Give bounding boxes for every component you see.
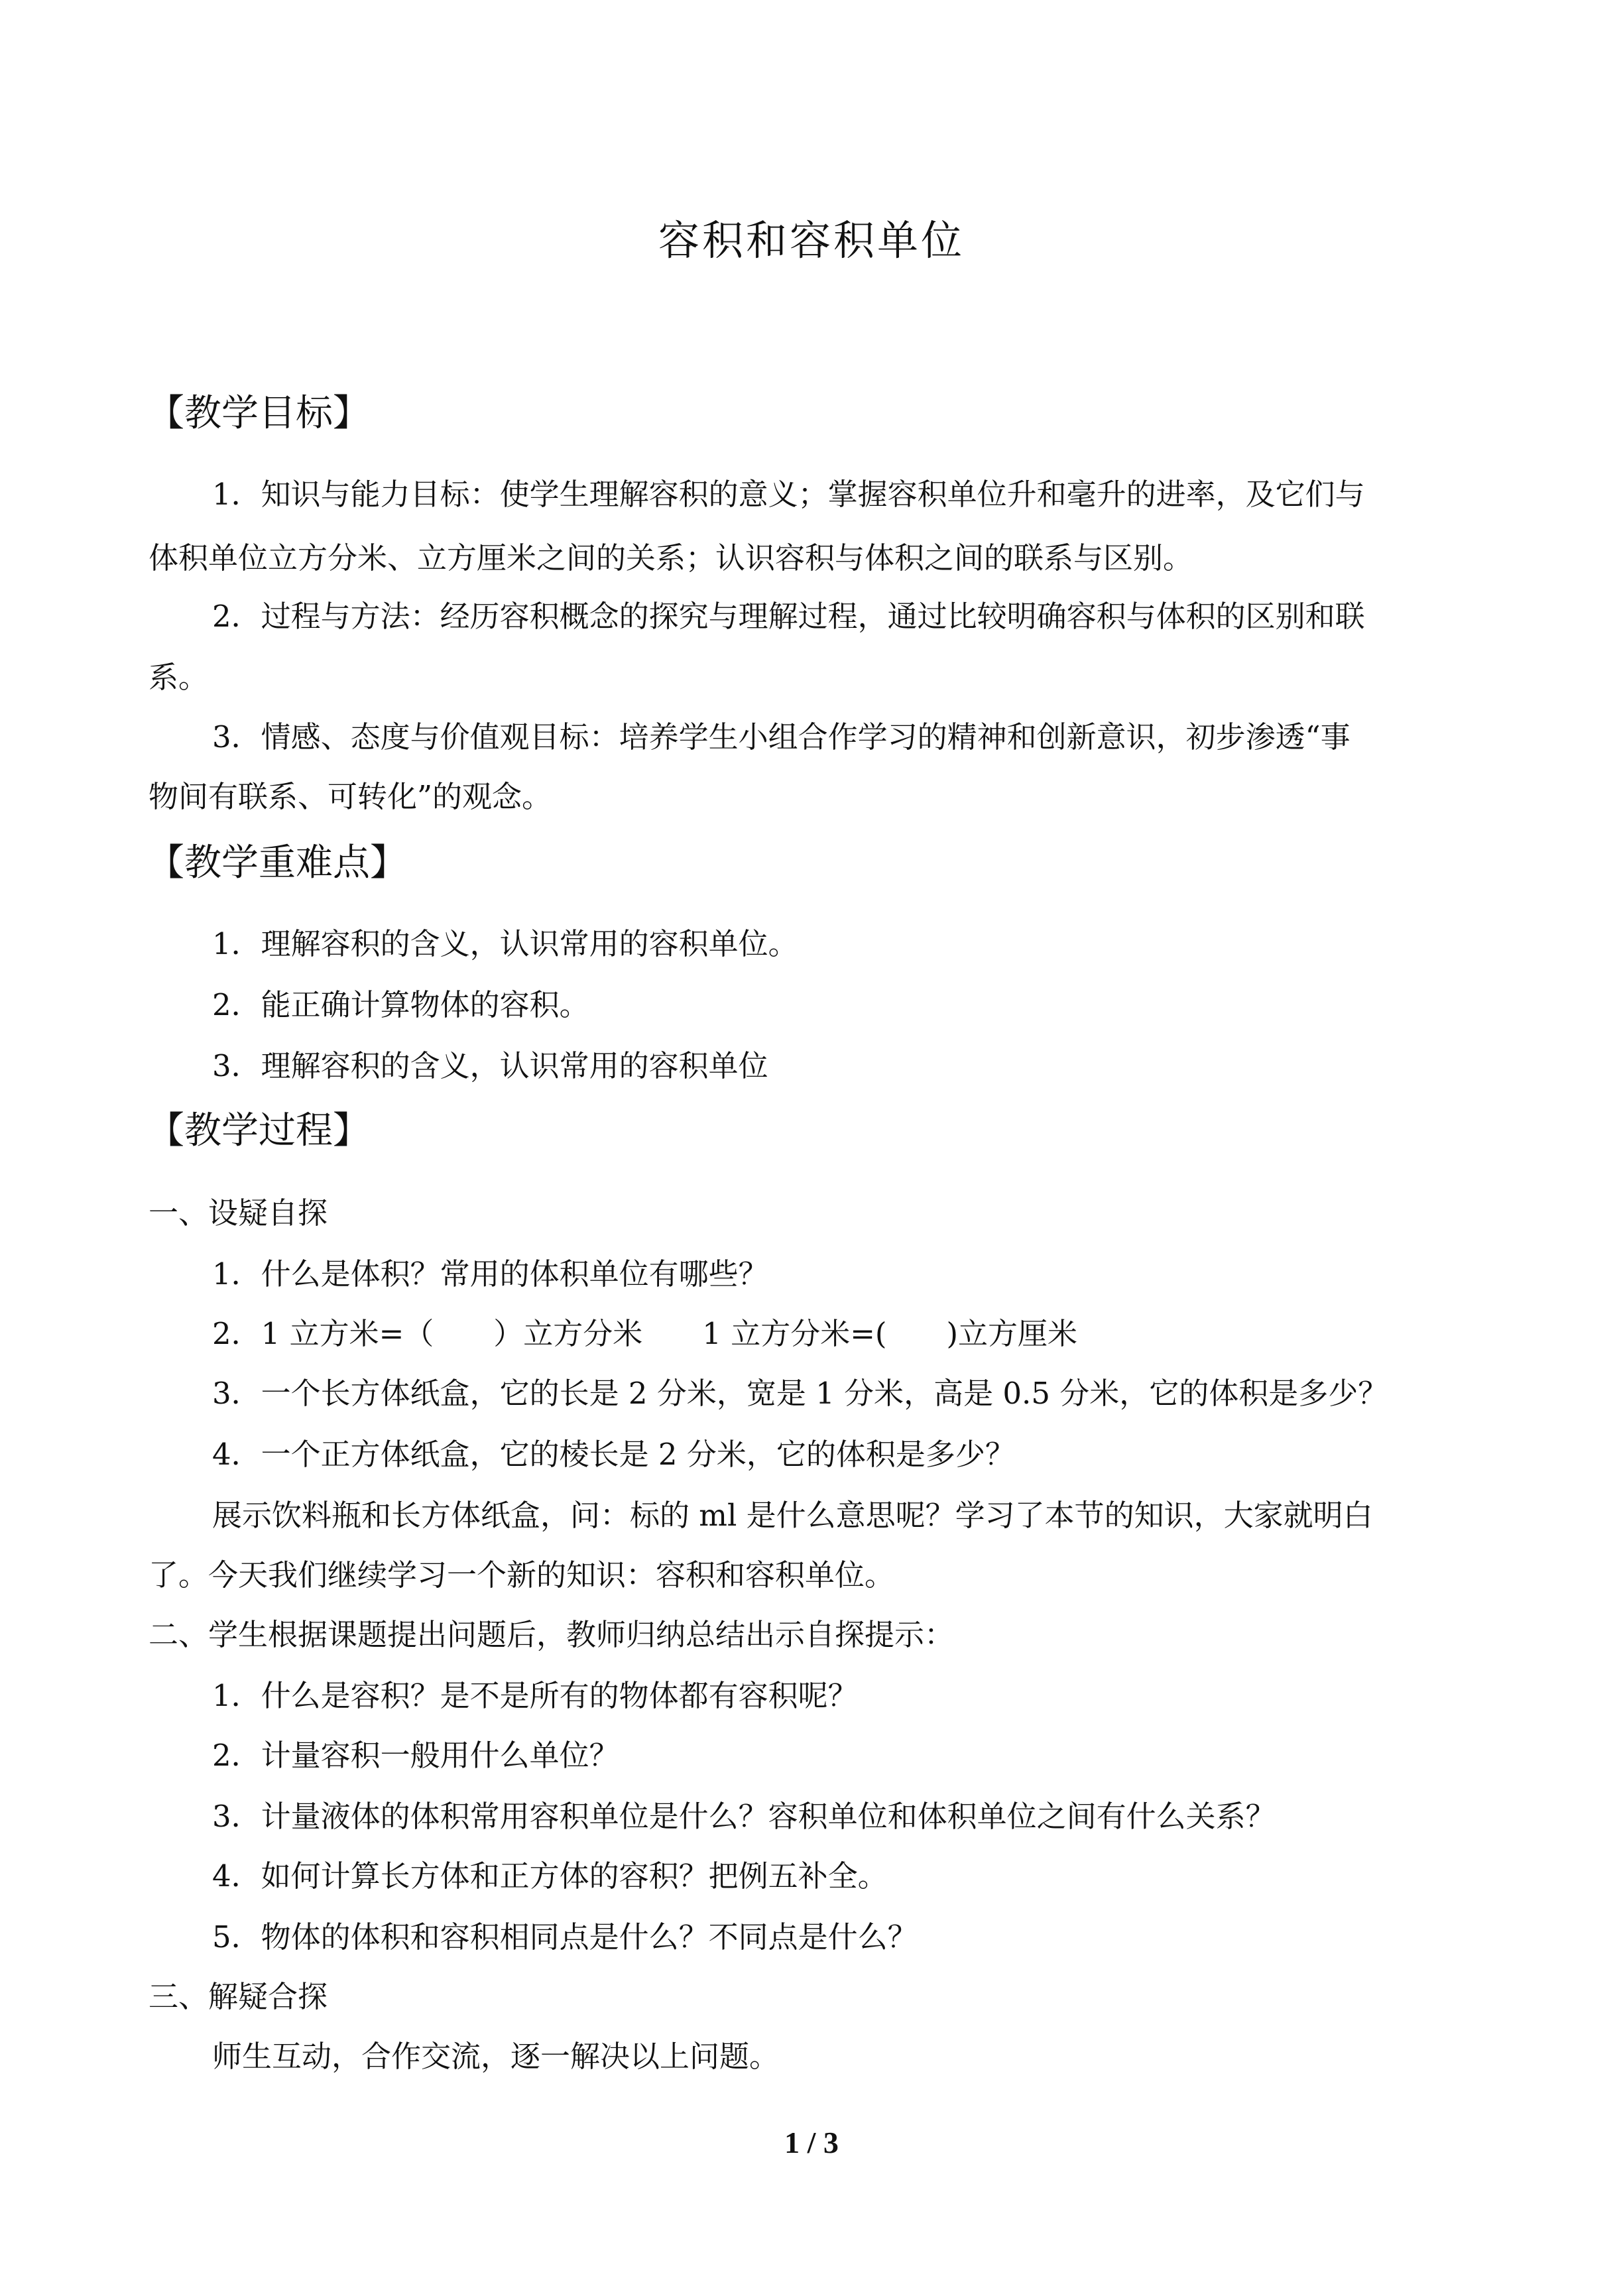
part1-question-2: 2．1 立方米=（ ）立方分米 1 立方分米=( )立方厘米 <box>212 1316 1078 1351</box>
objective-1-line-1: 1．知识与能力目标：使学生理解容积的意义；掌握容积单位升和毫升的进率，及它们与 <box>212 477 1365 512</box>
objective-2-line-1: 2．过程与方法：经历容积概念的探究与理解过程，通过比较明确容积与体积的区别和联 <box>212 599 1365 634</box>
part1-question-3: 3．一个长方体纸盒，它的长是 2 分米，宽是 1 分米，高是 0.5 分米，它的体积是多少？ <box>212 1376 1388 1411</box>
part2-prompt-3: 3．计量液体的体积常用容积单位是什么？容积单位和体积单位之间有什么关系？ <box>212 1799 1276 1834</box>
part1-question-1: 1．什么是体积？常用的体积单位有哪些？ <box>212 1256 768 1292</box>
part2-prompt-2: 2．计量容积一般用什么单位？ <box>212 1738 619 1773</box>
document-title: 容积和容积单位 <box>658 216 965 265</box>
part3-line-1: 师生互动，合作交流，逐一解决以上问题。 <box>212 2039 780 2074</box>
page-number: 1 / 3 <box>784 2126 839 2159</box>
key-point-2: 2．能正确计算物体的容积。 <box>212 987 589 1022</box>
part2-title: 二、学生根据课题提出问题后，教师归纳总结出示自探提示： <box>149 1617 955 1652</box>
part1-intro-line-1: 展示饮料瓶和长方体纸盒，问：标的 ml 是什么意思呢？学习了本节的知识，大家就明白 <box>212 1498 1373 1533</box>
part2-prompt-4: 4．如何计算长方体和正方体的容积？把例五补全。 <box>212 1858 888 1894</box>
objective-1-line-2: 体积单位立方分米、立方厘米之间的关系；认识容积与体积之间的联系与区别。 <box>149 540 1193 575</box>
objective-2-line-2: 系。 <box>149 660 209 695</box>
key-point-3: 3．理解容积的含义，认识常用的容积单位 <box>212 1048 768 1083</box>
objective-3-line-2: 物间有联系、可转化”的观念。 <box>149 779 552 814</box>
objective-3-line-1: 3．情感、态度与价值观目标：培养学生小组合作学习的精神和创新意识，初步渗透“事 <box>212 719 1351 755</box>
part1-question-4: 4．一个正方体纸盒，它的棱长是 2 分米，它的体积是多少？ <box>212 1437 1015 1472</box>
part2-prompt-1: 1．什么是容积？是不是所有的物体都有容积呢？ <box>212 1678 858 1713</box>
heading-teaching-objectives: 【教学目标】 <box>147 392 370 435</box>
heading-key-points: 【教学重难点】 <box>147 841 407 884</box>
part1-title: 一、设疑自探 <box>149 1195 328 1231</box>
part3-title: 三、解疑合探 <box>149 1979 328 2014</box>
heading-teaching-process: 【教学过程】 <box>147 1109 370 1152</box>
part2-prompt-5: 5．物体的体积和容积相同点是什么？不同点是什么？ <box>212 1919 918 1955</box>
part1-intro-line-2: 了。今天我们继续学习一个新的知识：容积和容积单位。 <box>149 1557 895 1593</box>
key-point-1: 1．理解容积的含义，认识常用的容积单位。 <box>212 926 798 961</box>
